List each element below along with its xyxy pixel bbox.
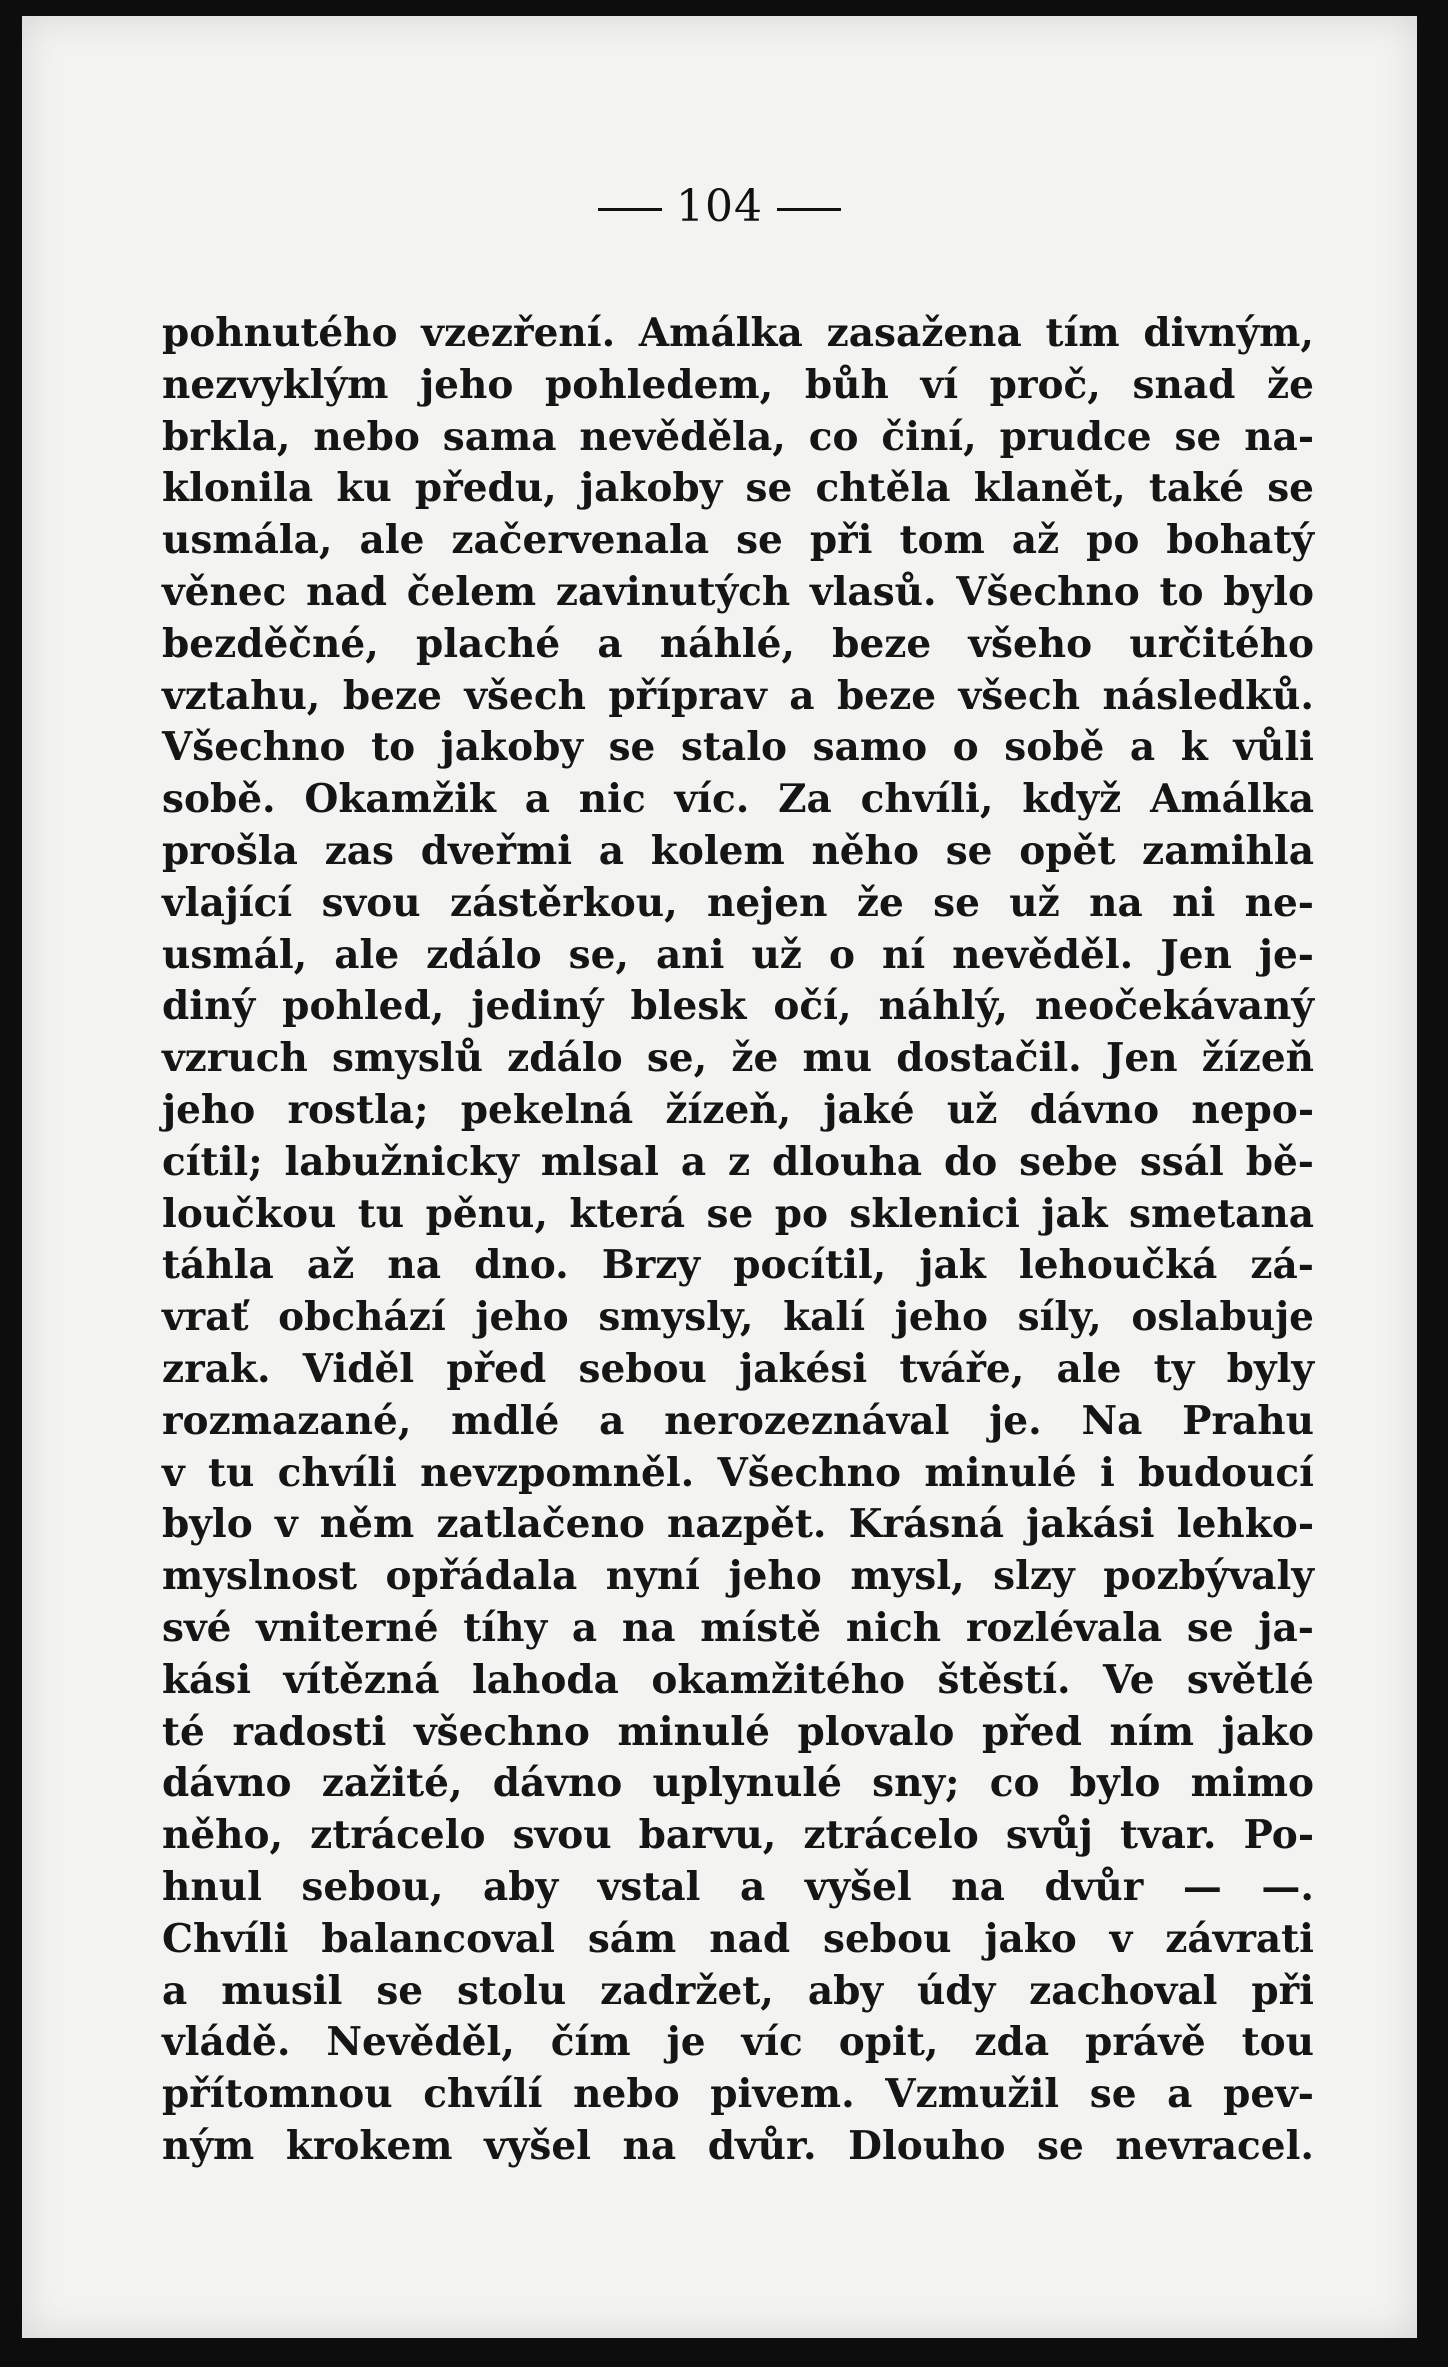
text-line: něho, ztrácelo svou barvu, ztrácelo svůj tvar. Po-	[162, 1812, 1314, 1859]
text-line: usmála, ale začervenala se při tom až po bohatý	[162, 517, 1314, 564]
text-line: klonila ku předu, jakoby se chtěla klanět, také se	[162, 465, 1314, 512]
text-line: bylo v něm zatlačeno nazpět. Krásná jakási lehko-	[162, 1501, 1314, 1548]
text-line: rozmazané, mdlé a nerozeznával je. Na Prahu	[162, 1397, 1314, 1444]
text-line: cítil; labužnicky mlsal a z dlouha do sebe ssál bě-	[162, 1138, 1314, 1185]
text-line: té radosti všechno minulé plovalo před ním jako	[162, 1708, 1314, 1755]
book-page	[22, 16, 1417, 2338]
text-line: vládě. Nevěděl, čím je víc opit, zda právě tou	[162, 2019, 1314, 2066]
text-line: loučkou tu pěnu, která se po sklenici jak smetana	[162, 1190, 1314, 1237]
text-line: táhla až na dno. Brzy pocítil, jak lehoučká zá-	[162, 1242, 1314, 1289]
text-line: ným krokem vyšel na dvůr. Dlouho se nevracel.	[162, 2122, 1314, 2169]
text-line: myslnost opřádala nyní jeho mysl, slzy pozbývaly	[162, 1553, 1314, 1600]
text-line: brkla, nebo sama nevěděla, co činí, prudce se na-	[162, 413, 1314, 460]
text-line: vztahu, beze všech příprav a beze všech následků.	[162, 672, 1314, 719]
text-line: pohnutého vzezření. Amálka zasažena tím divným,	[162, 310, 1314, 356]
text-line: své vniterné tíhy a na místě nich rozlévala se ja-	[162, 1604, 1314, 1651]
text-line: věnec nad čelem zavinutých vlasů. Všechno to bylo	[162, 568, 1314, 615]
text-line: zrak. Viděl před sebou jakési tváře, ale ty byly	[162, 1345, 1314, 1392]
text-line: dávno zažité, dávno uplynulé sny; co bylo mimo	[162, 1760, 1314, 1807]
text-line: a musil se stolu zadržet, aby údy zachoval při	[162, 1967, 1314, 2014]
page-number-header	[22, 181, 1417, 232]
text-line: prošla zas dveřmi a kolem něho se opět zamihla	[162, 827, 1314, 874]
text-line: diný pohled, jediný blesk očí, náhlý, neočekávaný	[162, 983, 1314, 1030]
page-number-dash-right	[777, 208, 841, 211]
text-line: jeho rostla; pekelná žízeň, jaké už dávno nepo-	[162, 1086, 1314, 1133]
body-text	[162, 308, 1314, 2173]
text-line: Všechno to jakoby se stalo samo o sobě a k vůli	[162, 724, 1314, 771]
page-number: 104	[676, 181, 763, 232]
text-line: bezděčné, plaché a náhlé, beze všeho určitého	[162, 620, 1314, 667]
text-line: kási vítězná lahoda okamžitého štěstí. Ve světlé	[162, 1656, 1314, 1703]
text-line: nezvyklým jeho pohledem, bůh ví proč, snad že	[162, 361, 1314, 408]
text-line: vrať obchází jeho smysly, kalí jeho síly, oslabuje	[162, 1294, 1314, 1341]
text-line: sobě. Okamžik a nic víc. Za chvíli, když Amálka	[162, 776, 1314, 823]
text-line: usmál, ale zdálo se, ani už o ní nevěděl. Jen je-	[162, 931, 1314, 978]
text-line: vzruch smyslů zdálo se, že mu dostačil. Jen žízeň	[162, 1035, 1314, 1082]
text-line: Chvíli balancoval sám nad sebou jako v závrati	[162, 1915, 1314, 1962]
text-line: přítomnou chvílí nebo pivem. Vzmužil se a pev-	[162, 2071, 1314, 2118]
page-number-dash-left	[598, 208, 662, 211]
text-line: vlající svou zástěrkou, nejen že se už na ni ne-	[162, 879, 1314, 926]
text-line: v tu chvíli nevzpomněl. Všechno minulé i budoucí	[162, 1449, 1314, 1496]
text-line: hnul sebou, aby vstal a vyšel na dvůr — —.	[162, 1863, 1314, 1910]
